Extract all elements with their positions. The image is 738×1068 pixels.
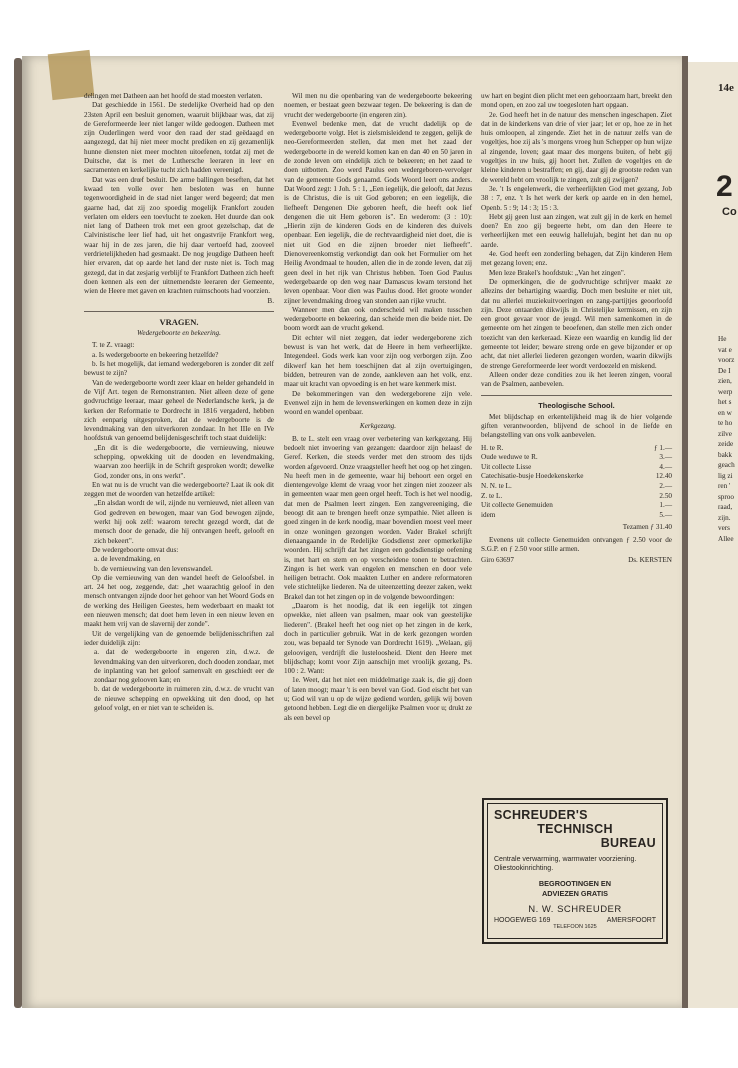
paragraph: Evenwel bedenke men, dat de vrucht dadelijk op de wedergeboorte volgt. Het is zielsmisleidend te zeggen, gelijk de neo-Gereformeerden stellen, dat men met het zaad der wedergeboorte in de wereld komen kan en dan 40 en 50 jaren in de zonde leven om eindelijk zich te bekeeren; en het zaad te doen uitbotten. Zoo werd Paulus een wedergeboren-vervolger van de gemeente Gods genaamd. Gods Woord leert ons anders. Dat Woord zegt: 1 Joh. 5 : 1, „Een iegelijk, die gelooft, dat Jezus is de Christus, die is uit God geboren; en een iegelijk, die liefheeft Dengenen Die geboren heeft, die heeft ook lief dengenen die uit Hem geboren is". En wederom: (3 : 10): „Hierin zijn de kinderen Gods en de kinderen des duivels openbaar. Een iegelijk, die de rechtvaardigheid niet doet, die is niet uit God en die zijnen broeder niet liefheeft". Dienovereenkomstig verkondigt dan ook het Formulier om het Heilig Avondmaal te houden, allen die in de zonde leven, dat zij geen deel in het rijk van Christus hebben. Toen God Paulus wedergebaarde op den weg naar Damascus kwam terstond het leven openbaar. Voor dien was Paulus dood. Het groote wonder zijner levendmaking droeg van stonden aan rijke vrucht. xyxy=(284,119,472,305)
donation-label: N. N. te L. xyxy=(481,482,512,491)
donation-row xyxy=(481,511,672,521)
donation-label: Z. te L. xyxy=(481,491,503,500)
list-item: a. dat de wedergeboorte in engeren zin, d.w.z. de levendmaking van den uitverkoren, doch dooden zondaar, met de inplanting van het geloof samenvalt en geschiedt eer de zondaar nog gelooven kan; en xyxy=(94,648,274,685)
advertisement-inner xyxy=(487,803,663,939)
giro-line xyxy=(481,556,672,566)
paragraph: Alleen onder deze condities zou ik het leeren zingen, vooral van de Psalmen, aanbevelen. xyxy=(481,370,672,389)
paragraph: Wil men nu die openbaring van de wedergeboorte bekeering noemen, er bestaat geen bezwaar tegen. De bekeering is dan de vrucht der wedergeboorte (in engeren zin). xyxy=(284,92,472,119)
advertisement xyxy=(482,798,668,944)
giro-number: Giro 63697 xyxy=(481,556,514,565)
donation-amount: 4.— xyxy=(659,462,672,471)
question-intro: T. te Z. vraagt: xyxy=(92,341,135,350)
next-page-title: Co xyxy=(722,206,737,218)
paragraph: „Daarom is het noodig, dat ik een iegelijk tot zingen opwekke, niet alleen van psalmen, maar ook van geestelijke liederen". (Brakel heeft het oog niet op het zingen in de kerk, doch in particulier gebruik. Wat in de kerk gezongen worden zou, was bepaald ter Synode van Dordrecht 1619). „Welaan, gij geloovigen, verdrijft die lusteloosheid. Dient den Heere met blijdschap; komt voor Zijn aanschijn met vroolijk gezang, Ps. 100 : 2. Want: xyxy=(284,602,472,676)
donation-label: Uit collecte Lisse xyxy=(481,462,532,471)
donation-label: idem xyxy=(481,510,496,519)
paragraph: 4e. God heeft een zonderling behagen, dat Zijn kinderen Hem met gezang loven; enz. xyxy=(481,250,672,268)
ad-telephone: TELEFOON 1625 xyxy=(553,924,597,930)
paragraph: 1e. Weet, dat het niet een middelmatige zaak is, die gij doen of laten moogt; maar 't is een bevel van God. God eischt het van u; God wil van u op de wijze gediend worden, gelijk wij boven getoond hebben. Legt die en diergelijke Psalmen voor u; drukt ze als een bevel op xyxy=(284,676,472,722)
paragraph: De bekommeringen van den wedergeborene zijn vele. Evenwel zijn in hem de levenswerkingen en komen deze in zijn woord en wandel openbaar. xyxy=(284,389,472,417)
ad-offer-line1: BEGROOTINGEN EN xyxy=(538,879,612,888)
paragraph: B. te L. stelt een vraag over verbetering van kerkgezang. Hij bedoelt niet invoering van gezangen: daardoor zijn helaas! de Geref. Kerken, die steeds verder met den stroom des tijds worden afgevoerd. Onze vraagsteller heeft het oog op het zingen. Nu heeft men in de gemeente, waar hij behoort een orgel en dientengevolge klemt de vraag voor het zingen niet zoozeer als in gemeenten waar men geen orgel heeft. Toch is het wel noodig, dat men de Psalmen leert zingen. Een zangvereeniging, die beoogt dit aan te brengen heeft onze sympathie. Niet alleen is goed zingen in de kerk noodig, maar bovendien moest veel meer in onze woningen gezongen worden. Vader Brakel schrijft dienaangaande in de Redelijke Godsdienst zeer opmerkelijke woorden. Hij schrijft dat het zingen een godsdienstige oefening is, met hart en stem en op verscheidene tonen te betrachten. Zingen is het werk van engelen en menschen en door vele heiligen betracht. Ook maakten Luther en andere reformatoren vele stichtelijke liederen. Na de uiteenzetting deezer zaken, wekt Brakel dan tot het zingen op in de volgende bewoordingen: xyxy=(284,434,472,601)
paragraph: Dit echter wil niet zeggen, dat ieder wedergeborene zich bewust is van het werk, dat de Heere in hem verheerlijkte. Integendeel. Gods werk kan voor zijn oog verborgen zijn. Zoo dikwerf kan het hem toeschijnen dat al zijn overtuigingen, bidden, betreuren van de zonde, aankleven aan het volk, enz. maar uit kracht van opvoeding is en het ware kenmerk mist. xyxy=(284,333,472,389)
section-subheading: Wedergeboorte en bekeering. xyxy=(137,329,221,338)
paragraph: Op die vernieuwing van den wandel heeft de Geloofsbel. in art. 24 het oog, zeggende, dat: „het waarachtig geloof in den mensch ontvangen zijnde door het gehoor van het Woord Gods en de werking des Heiligen Geestes, hem wederbaart en maakt tot een nieuwen mensch; dat doet hem leven in een nieuw leven en maakt hem vrij van de slavernij der zonde". xyxy=(84,573,274,629)
ad-street: HOOGEWEG 169 xyxy=(494,917,551,924)
donation-label: Oude weduwe te R. xyxy=(481,453,538,462)
list-item: b. de vernieuwing van den levenswandel. xyxy=(94,564,213,573)
divider xyxy=(84,311,274,312)
donation-row xyxy=(481,492,672,502)
donation-label: H. te R. xyxy=(481,443,504,452)
list-item: b. dat de wedergeboorte in ruimeren zin, d.w.z. de vrucht van de nieuwe schepping en opwekking uit den dood, op het geloof volgt, en er niet van te scheiden is. xyxy=(94,685,274,712)
paragraph: De opmerkingen, die de godvruchtige schrijver maakt ze allezins der behartiging waardig. Doch men besluite er niet uit, dat nu allerlei muziekuitvoeringen en zang-partijtjes geoorloofd zijn. Deze ontaarden dikwijls in Christelijke kermissen, en zijn een groot gevaar voor de jeugd. Wil men samenkomen in de gemeente om het zingen te beoefenen, dan stelle men zich onder toezicht van den kerkeraad. Kieze een waardig en kundig lid der gemeente tot leider; beware streng orde en geve bijzonder er op acht, dat niet allerlei liederen gezongen worden, waarin dikwijls de strenge Gereformeerde leer wordt verdoezeld en miskend. xyxy=(481,277,672,370)
divider xyxy=(481,395,672,396)
quote: „En alsdan wordt de wil, zijnde nu vernieuwd, niet alleen van God gedreven en bewogen, maar van God bewogen zijnde, werkt hij ook zelf: waarom terecht gezegd wordt, dat de mensch door de genade, die hij ontvangen heeft, gelooft en zich bekeert". xyxy=(94,499,274,545)
ad-company-name: N. W. SCHREUDER xyxy=(528,904,622,915)
ad-city: AMERSFOORT xyxy=(606,917,656,924)
paragraph: Hebt gij geen lust aan zingen, wat zult gij in de kerk en hemel doen? En zoo gij begeerte hebt, om dan den Heere te verheerlijken met een eeuwig hallelujah, begint het dan nu op aarde. xyxy=(481,212,672,249)
quote: „En dit is die wedergeboorte, die vernieuwing, nieuwe schepping, opwekking uit de dooden en levendmaking, waarvan zoo heerlijk in de Schrift gesproken wordt; dewelke God, zonder ons, in ons werkt". xyxy=(94,443,274,480)
paragraph: Dat was een drœf besluit. De arme ballingen beseften, dat het kwaad ten volle over hen besloten was en hunne tegenwoordigheid in de stad niet langer werd begeerd; dat men gaarne had, dat zij zoo spoedig mogelijk Frankfort zouden verlaten om elders een toevlucht te zoeken. Het duurde dan ook niet lang of Datheen trok met een groot gezelschap, dat de Calvinistische leer lief had, uit het ongastvrije Frankfort weg, waar hij in de zes jaren, die hij daar vertoefd had, zooveel verdrietelijkheden had gesmaakt. De nog jeugdige Datheen heeft hier ervaren, dat op aarde het land der ruste niet is. Toch mag gezegd, dat in dat zesjarig verblijf te Frankfort Datheen zich heeft doen kennen als een der uitnemendste leeraren der Gemeente, wien de Heere met gaven en krachten ruimschoots had voorzien. xyxy=(84,175,274,296)
paragraph: 3e. 't Is engelenwerk, die verheerlijkten God met gezang, Job 38 : 7, enz. 't Is het werk der kerk op aarde en in den hemel, Openb. 5 : 9; 14 : 3; 15 : 3. xyxy=(481,184,672,212)
donation-amount: 12.40 xyxy=(655,472,672,481)
donation-amount: 1.— xyxy=(659,501,672,510)
donation-amount: ƒ 1.— xyxy=(654,443,672,452)
donation-row xyxy=(481,482,672,492)
paragraph: Uit de vergelijking van de genoemde belijdenisschriften zal ieder duidelijk zijn: xyxy=(84,629,274,647)
donation-amount: 3.— xyxy=(659,453,672,462)
question: a. Is wedergeboorte en bekeering hetzelfde? xyxy=(92,350,219,359)
paragraph: delingen met Datheen aan het hoofd de stad moesten verlaten. xyxy=(84,92,263,100)
next-page-text: He vat e voorz De I zien, werp het s en w te ho zilve zeide bakk geach lig zi ren ' sproo raad, zijn. vers Allee xyxy=(718,335,735,543)
book-binding xyxy=(14,58,22,1008)
donation-total: Tezamen ƒ 31.40 xyxy=(622,523,672,532)
list-item: a. de levendmaking, en xyxy=(94,555,161,564)
paragraph: Men leze Brakel's hoofdstuk: „Van het zingen". xyxy=(489,268,626,277)
paragraph: En wat nu is de vrucht van die wedergeboorte? Laat ik ook dit zeggen met de woorden van hetzelfde artikel: xyxy=(84,480,274,499)
ad-title-line3: BUREAU xyxy=(600,836,656,850)
column-3 xyxy=(481,92,672,566)
paragraph: De wedergeboorte omvat dus: xyxy=(92,545,179,554)
section-heading: VRAGEN. xyxy=(159,316,199,327)
ad-description: Centrale verwarming, warmwater voorziening. Oliestookinrichting. xyxy=(494,856,637,872)
donation-amount: 2.50 xyxy=(659,491,672,500)
donation-amount: 5.— xyxy=(659,510,672,519)
paragraph: Dat geschiedde in 1561. De stedelijke Overheid had op den 23sten April een besluit genomen, waaruit blijkbaar was, dat zij de Gereformeerde leer niet langer wilde gedoogen. Datheen met zijn Ouderlingen werd voor den raad der stad geëdaagd en aangezegd, dat hij niet meer mocht prediken en zij gezamenlijk hunne diensten niet meer mochten uitoefenen, totdat zij met de Duitsche, dat is met de Luthersche leeraren in leer en sacramenten en kerkelijke tucht zich hadden vereenigd. xyxy=(84,101,274,175)
next-page-edge xyxy=(688,62,738,1008)
donation-label: Uit collecte Genemuiden xyxy=(481,501,553,510)
paragraph: Wanneer men dan ook onderscheid wil maken tusschen wedergeboorte en bekeering, dan scheide men die beide niet. De boom wordt aan de vrucht gekend. xyxy=(284,305,472,333)
donation-row xyxy=(481,453,672,463)
ad-title-line2: TECHNISCH xyxy=(537,822,613,836)
school-heading: Theologische School. xyxy=(538,400,615,410)
article-signature: B. xyxy=(267,296,274,305)
next-page-logo: 2 xyxy=(716,170,733,203)
donation-label: Catechisatie-busje Hoedekenskerke xyxy=(481,472,584,481)
paragraph: 2e. God heeft het in de natuur des menschen ingeschapen. Ziet dat in de kinderkens van drie of vier jaar; let er op, hoe ze in het huis omloopen, al zingende. Ziet het in de natuur zelfs van de vogeltjes, hoe zij als 's morgens vroeg hun Schepper op hun wijze al zingende, loven; gaat maar des morgens buiten, of hebt gij vogeltjes in uw huis, gij hoort het. Zullen de vogeltjes en de kleine kinderen u bestraffen; en gij, daar gij de grootste reden van de wereld hebt om vroolijk te zingen, zult gij zwijgen? xyxy=(481,110,672,184)
question: b. Is het mogelijk, dat iemand wedergeboren is zonder dit zelf bewust te zijn? xyxy=(84,360,274,378)
section-subheading: Kerkgezang. xyxy=(359,422,397,431)
ad-title-line1: SCHREUDER'S xyxy=(494,808,588,822)
paragraph: uw hart en begint dien plicht met een gehoorzaam hart, breekt den mond open, en zoo zal uw toegesloten hart opgaan. xyxy=(481,92,672,110)
paragraph: Van de wedergeboorte wordt zeer klaar en helder gehandeld in de Vijf Art. tegen de Remonstranten. Niet alleen deze of gene godvruchtige leeraar, maar geheel de Nederlandsche kerk, ja de kerken der Reformatie te Dordrecht in 1816 vergaderd, hebben zich eenparig uitgesproken, dat de wedergeboorte is de levendmaking van den uitverkoren zondaar. In het IIIe en IVe hoofdstuk van genoemd belijdenisgeschrift toch staat duidelijk: xyxy=(84,378,274,443)
column-1 xyxy=(84,92,274,713)
next-page-header: 14e xyxy=(718,82,734,94)
donation-row xyxy=(481,463,672,473)
paragraph: Evenens uit collecte Genemuiden ontvangen ƒ 2.50 voor de S.G.P. en ƒ 2.50 voor stille armen. xyxy=(481,535,672,554)
donation-row xyxy=(481,501,672,511)
school-intro: Met blijdschap en erkentelijkheid mag ik de hier volgende giften verantwoorden, blijvend de school in de liefde en belangstelling van ons volk aanbevelen. xyxy=(481,412,672,440)
ad-address xyxy=(494,917,656,924)
donation-row xyxy=(481,444,672,454)
ad-offer-line2: ADVIEZEN GRATIS xyxy=(542,888,608,898)
donation-amount: 2.— xyxy=(659,482,672,491)
column-2 xyxy=(284,92,472,723)
donation-row xyxy=(481,472,672,482)
signer: Ds. KERSTEN xyxy=(628,556,672,565)
